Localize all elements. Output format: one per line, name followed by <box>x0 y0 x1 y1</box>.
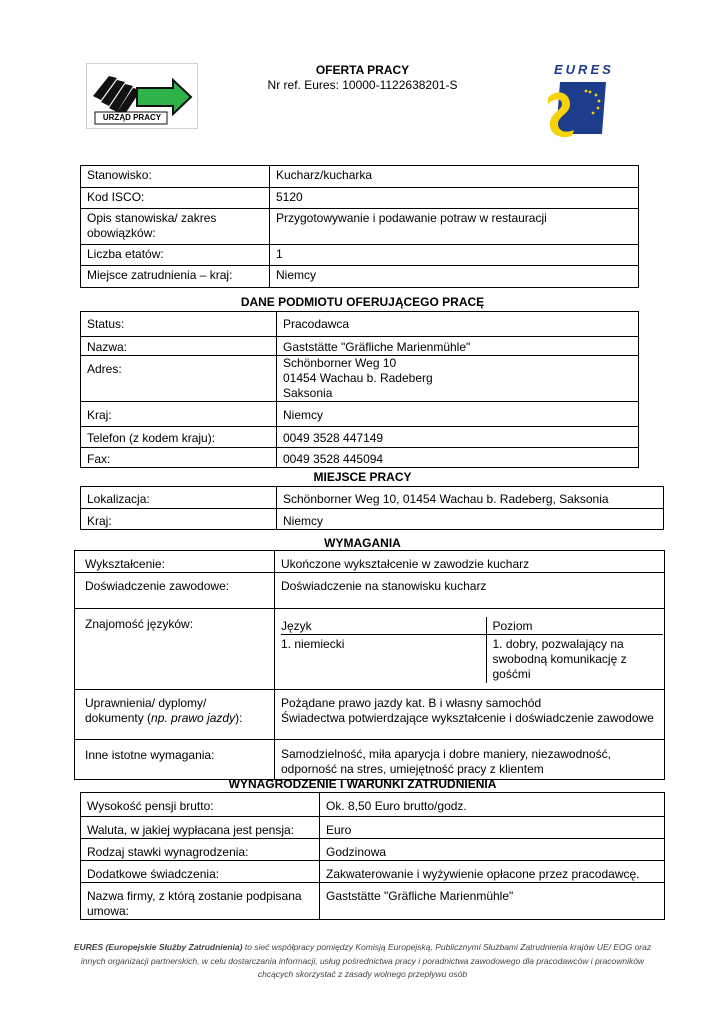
row-value: Gaststätte "Gräfliche Marienmühle" <box>320 883 665 920</box>
row-label: Opis stanowiska/ zakres obowiązków: <box>81 209 270 245</box>
table-row <box>81 839 665 861</box>
employer-heading: DANE PODMIOTU OFERUJĄCEGO PRACĘ <box>240 295 485 309</box>
language-name: 1. niemiecki <box>281 635 486 683</box>
workplace-heading: MIEJSCE PRACY <box>313 470 412 484</box>
table-row <box>81 487 664 509</box>
row-value: Kucharz/kucharka <box>270 166 639 188</box>
footer-bold: EURES (Europejskie Służby Zatrudnienia) <box>73 942 243 952</box>
experience-label: Doświadczenie zawodowe: <box>75 573 275 609</box>
row-label: Rodzaj stawki wynagrodzenia: <box>81 839 320 861</box>
permits-label: Uprawnienia/ dyplomy/ dokumenty (np. prawo jazdy): <box>75 689 275 739</box>
salary-heading: WYNAGRODZENIE I WARUNKI ZATRUDNIENIA <box>228 777 497 791</box>
table-row <box>81 356 639 402</box>
reference-number: Nr ref. Eures: 10000-1122638201-S <box>267 78 458 92</box>
table-row <box>81 402 639 427</box>
table-row <box>81 188 639 209</box>
table-row <box>81 312 639 337</box>
requirements-table <box>74 550 665 780</box>
row-label: Lokalizacja: <box>81 487 277 509</box>
employer-table <box>80 311 639 468</box>
row-label: Miejsce zatrudnienia – kraj: <box>81 266 270 288</box>
table-row <box>281 635 663 683</box>
table-row <box>81 883 665 920</box>
row-value: Przygotowywanie i podawanie potraw w restauracji <box>270 209 639 245</box>
row-label: Dodatkowe świadczenia: <box>81 861 320 883</box>
row-value: Niemcy <box>270 266 639 288</box>
table-row <box>81 337 639 356</box>
row-value: Schönborner Weg 10, 01454 Wachau b. Radeberg, Saksonia <box>277 487 664 509</box>
row-label: Kod ISCO: <box>81 188 270 209</box>
table-row <box>81 166 639 188</box>
row-value: Niemcy <box>277 402 639 427</box>
row-value: 1 <box>270 245 639 266</box>
row-value: Pracodawca <box>277 312 639 337</box>
row-label: Nazwa: <box>81 337 277 356</box>
salary-table <box>80 792 665 920</box>
row-value: 0049 3528 447149 <box>277 427 639 448</box>
education-label: Wykształcenie: <box>75 551 275 573</box>
language-header: Język <box>281 617 486 635</box>
row-label: Telefon (z kodem kraju): <box>81 427 277 448</box>
requirements-heading: WYMAGANIA <box>324 536 401 550</box>
language-level: 1. dobry, pozwalający na swobodną komunikację z gośćmi <box>486 635 663 683</box>
row-label: Fax: <box>81 448 277 468</box>
permits-value: Pożądane prawo jazdy kat. B i własny samochód Świadectwa potwierdzające wykształcenie i doświadczenie zawodowe <box>275 689 665 739</box>
row-label: Kraj: <box>81 509 277 530</box>
row-label: Kraj: <box>81 402 277 427</box>
languages-label: Znajomość języków: <box>75 609 275 690</box>
job-table <box>80 165 639 288</box>
page-title: OFERTA PRACY <box>315 63 410 77</box>
footer-text: to sieć współpracy pomiędzy Komisją Europejską, Publicznymi Służbami Zatrudnienia krajów UE/ EOG oraz innych organizacji partnerskich, w celu dostarczania informacji, usług pośrednictwa pracy i poradnictwa zawodowego dla pracodawców i pracowników chcących skorzystać z zasady wolnego przepływu osób <box>80 942 652 979</box>
row-label: Waluta, w jakiej wypłacana jest pensja: <box>81 817 320 839</box>
table-row <box>75 609 665 690</box>
row-value: 5120 <box>270 188 639 209</box>
experience-value: Doświadczenie na stanowisku kucharz <box>275 573 665 609</box>
eures-logo-text: EURES <box>554 62 614 77</box>
row-value: Zakwaterowanie i wyżywienie opłacone przez pracodawcę. <box>320 861 665 883</box>
table-row <box>75 689 665 739</box>
table-row <box>81 793 665 817</box>
table-row <box>81 209 639 245</box>
languages-table <box>281 617 663 683</box>
row-value: Gaststätte "Gräfliche Marienmühle" <box>277 337 639 356</box>
row-value: Niemcy <box>277 509 664 530</box>
row-value: Schönborner Weg 10 01454 Wachau b. Radeberg Saksonia <box>277 356 639 402</box>
table-row <box>81 427 639 448</box>
logo-left-text: URZĄD PRACY <box>102 113 162 122</box>
footer-note <box>70 941 655 982</box>
row-label: Adres: <box>81 356 277 402</box>
row-label: Wysokość pensji brutto: <box>81 793 320 817</box>
table-row <box>81 509 664 530</box>
table-row <box>81 448 639 468</box>
table-row <box>81 245 639 266</box>
table-row <box>75 573 665 609</box>
row-label: Status: <box>81 312 277 337</box>
row-value: Ok. 8,50 Euro brutto/godz. <box>320 793 665 817</box>
table-row <box>75 739 665 779</box>
table-row <box>81 817 665 839</box>
row-label: Liczba etatów: <box>81 245 270 266</box>
level-header: Poziom <box>486 617 663 635</box>
workplace-table <box>80 486 664 530</box>
row-value: 0049 3528 445094 <box>277 448 639 468</box>
table-row <box>81 861 665 883</box>
other-requirements-value: Samodzielność, miła aparycja i dobre maniery, niezawodność, odporność na stres, umiejętność pracy z klientem <box>275 739 665 779</box>
table-row <box>281 617 663 635</box>
table-row <box>81 266 639 288</box>
row-value: Godzinowa <box>320 839 665 861</box>
table-row <box>75 551 665 573</box>
education-value: Ukończone wykształcenie w zawodzie kucharz <box>275 551 665 573</box>
other-requirements-label: Inne istotne wymagania: <box>75 739 275 779</box>
row-label: Nazwa firmy, z którą zostanie podpisana umowa: <box>81 883 320 920</box>
row-value: Euro <box>320 817 665 839</box>
row-label: Stanowisko: <box>81 166 270 188</box>
eures-logo <box>546 62 618 138</box>
